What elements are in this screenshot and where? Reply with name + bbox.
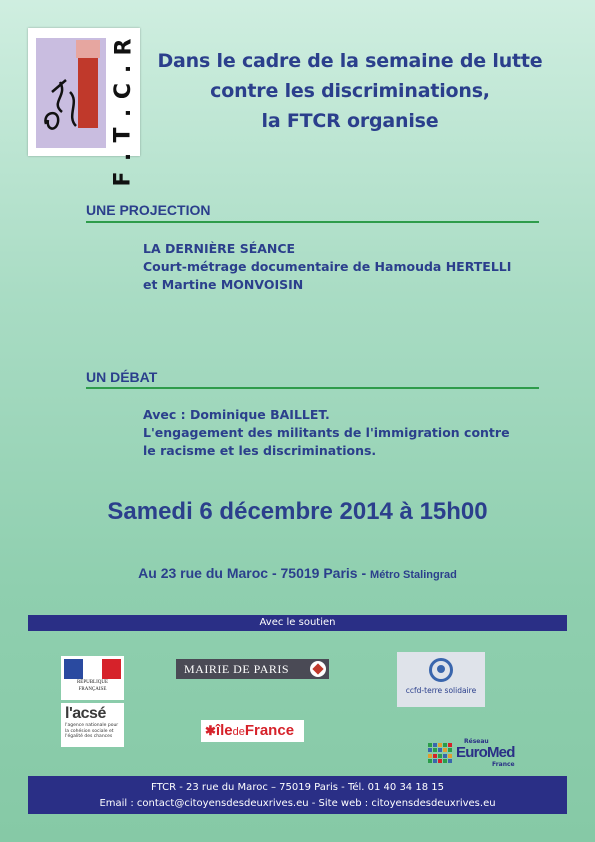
french-flag-icon bbox=[64, 659, 121, 679]
metro-text: Métro Stalingrad bbox=[370, 569, 457, 581]
debat-details bbox=[143, 406, 510, 460]
footer-line-2: Email : contact@citoyensdesdeuxrives.eu - Site web : citoyensdesdeuxrives.eu bbox=[99, 798, 496, 809]
ccfd-logo bbox=[397, 652, 485, 707]
footer-line-1: FTCR - 23 rue du Maroc – 75019 Paris - Tél. 01 40 34 18 15 bbox=[151, 782, 444, 793]
calligraphy-icon bbox=[40, 72, 84, 136]
support-band: Avec le soutien bbox=[28, 615, 567, 631]
debat-line: le racisme et les discriminations. bbox=[143, 443, 377, 458]
logo-letter: . bbox=[110, 152, 136, 162]
logo-mark-pink bbox=[76, 40, 100, 58]
acse-name: l'acsé bbox=[65, 705, 106, 722]
logo-letter: T bbox=[110, 127, 136, 143]
ile-de-france-logo bbox=[201, 720, 304, 742]
euromed-reseau: Réseau bbox=[464, 738, 489, 745]
logo-letters bbox=[110, 36, 136, 187]
debat-divider bbox=[86, 387, 539, 389]
acse-subtitle: l'agence nationale pour la cohésion sociale et l'égalité des chances bbox=[65, 723, 119, 739]
headline bbox=[140, 46, 560, 136]
mairie-de-paris-logo bbox=[176, 659, 329, 679]
star-icon: ✱ bbox=[205, 723, 216, 738]
projection-details bbox=[143, 240, 511, 294]
euromed-france: France bbox=[492, 761, 515, 768]
euromed-dots-icon bbox=[428, 743, 452, 763]
projection-divider bbox=[86, 221, 539, 223]
headline-line-1: Dans le cadre de la semaine de lutte bbox=[157, 50, 543, 72]
paris-emblem-icon bbox=[310, 661, 326, 677]
idf-france: France bbox=[244, 722, 295, 739]
republique-label: RÉPUBLIQUE FRANÇAISE bbox=[76, 680, 109, 692]
projection-line: Court-métrage documentaire de Hamouda HERTELLI bbox=[143, 259, 512, 274]
ftcr-logo bbox=[28, 28, 140, 187]
euromed-logo bbox=[428, 739, 524, 769]
mairie-label: MAIRIE DE PARIS bbox=[184, 662, 290, 676]
logo-letter: C bbox=[111, 82, 136, 100]
logo-letter: . bbox=[110, 64, 136, 74]
projection-title: UNE PROJECTION bbox=[86, 202, 211, 218]
footer-band bbox=[28, 776, 567, 814]
headline-line-3: la FTCR organise bbox=[261, 110, 439, 132]
ccfd-label: ccfd-terre solidaire bbox=[405, 686, 477, 695]
logo-letter: R bbox=[110, 38, 136, 56]
logo-letter: . bbox=[110, 108, 136, 118]
headline-line-2: contre les discriminations, bbox=[210, 80, 490, 102]
debat-line: Avec : Dominique BAILLET. bbox=[143, 407, 330, 422]
projection-line: et Martine MONVOISIN bbox=[143, 277, 304, 292]
ccfd-emblem-icon bbox=[429, 658, 453, 682]
idf-ile: île bbox=[215, 722, 233, 739]
event-address bbox=[0, 565, 595, 581]
acse-logo bbox=[61, 703, 124, 747]
event-date: Samedi 6 décembre 2014 à 15h00 bbox=[107, 498, 488, 525]
debat-title: UN DÉBAT bbox=[86, 369, 158, 385]
address-text: Au 23 rue du Maroc - 75019 Paris - bbox=[138, 565, 367, 581]
euromed-name: EuroMed bbox=[456, 744, 515, 761]
debat-line: L'engagement des militants de l'immigration contre bbox=[143, 425, 510, 440]
logo-letter: F bbox=[111, 171, 136, 187]
projection-line: LA DERNIÈRE SÉANCE bbox=[143, 241, 296, 256]
idf-de: de bbox=[232, 726, 245, 738]
republique-francaise-logo bbox=[61, 656, 124, 700]
